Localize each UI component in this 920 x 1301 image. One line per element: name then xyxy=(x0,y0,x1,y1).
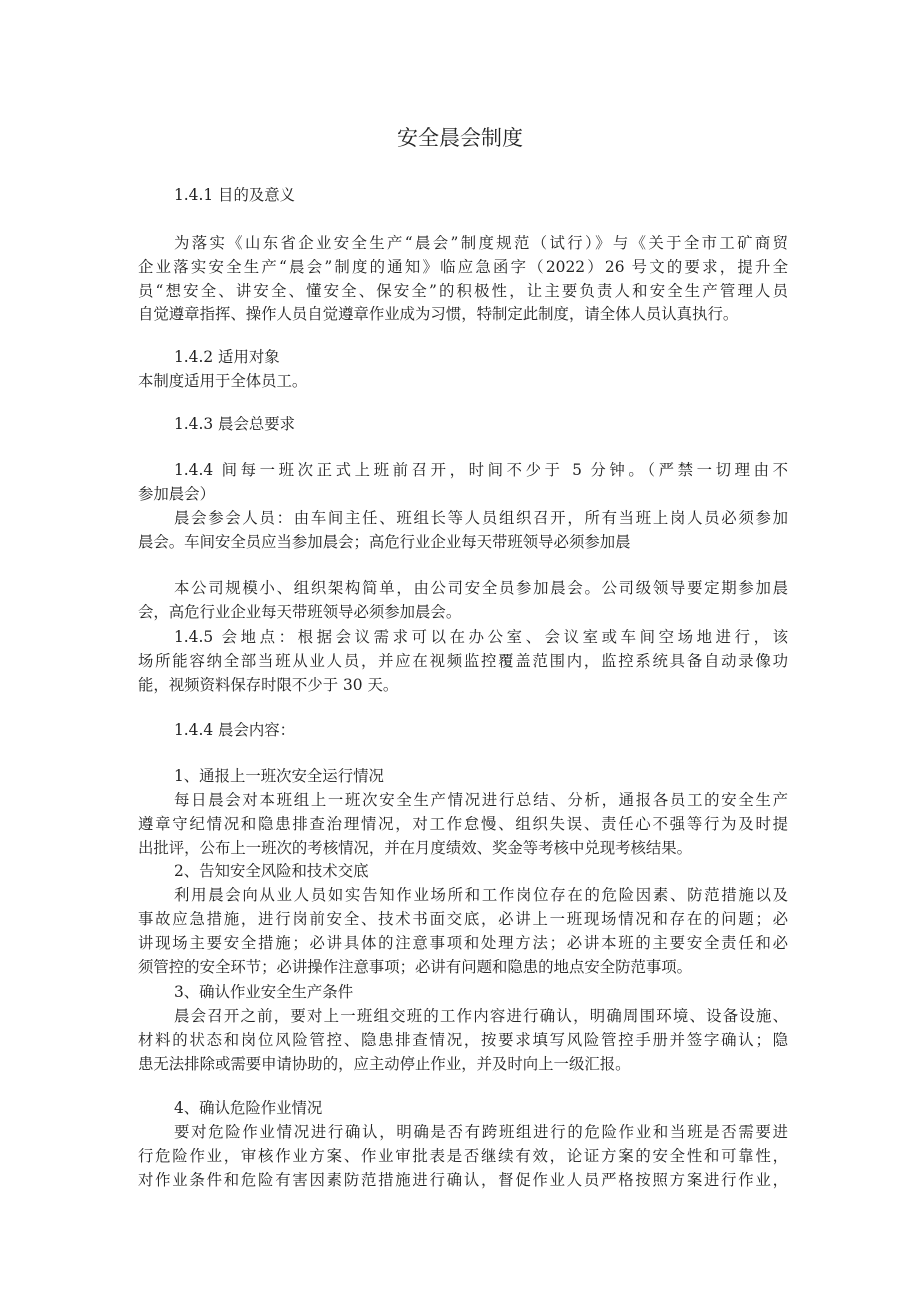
subsection-heading: 1、通报上一班次安全运行情况 xyxy=(174,767,384,785)
paragraph-line: 参加晨会） xyxy=(138,485,215,503)
paragraph-line: 讲现场主要安全措施；必讲具体的注意事项和处理方法；必讲本班的主要安全责任和必 xyxy=(138,934,788,952)
paragraph-line: 行危险作业，审核作业方案、作业审批表是否继续有效，论证方案的安全性和可靠性， xyxy=(138,1147,788,1165)
subsection-heading: 4、确认危险作业情况 xyxy=(174,1099,323,1117)
paragraph-line: 遵章守纪情况和隐患排查治理情况，对工作怠慢、组织失误、责任心不强等行为及时提 xyxy=(138,815,788,833)
paragraph-line: 本制度适用于全体员工。 xyxy=(138,372,308,390)
paragraph-line: 本公司规模小、组织架构简单，由公司安全员参加晨会。公司级领导要定期参加晨 xyxy=(174,579,788,597)
section-heading-1-4-3: 1.4.3 晨会总要求 xyxy=(174,415,296,433)
subsection-heading: 2、告知安全风险和技术交底 xyxy=(174,862,369,880)
document-title: 安全晨会制度 xyxy=(397,126,523,150)
paragraph-line: 要对危险作业情况进行确认，明确是否有跨班组进行的危险作业和当班是否需要进 xyxy=(174,1123,788,1141)
paragraph-line: 企业落实安全生产“晨会”制度的通知》临应急函字（2022）26 号文的要求，提升全 xyxy=(138,258,788,276)
paragraph-line: 出批评，公布上一班次的考核情况，并在月度绩效、奖金等考核中兑现考核结果。 xyxy=(138,839,693,857)
paragraph-line: 晨会参会人员：由车间主任、班组长等人员组织召开，所有当班上岗人员必须参加 xyxy=(174,509,788,527)
paragraph-line: 晨会。车间安全员应当参加晨会；高危行业企业每天带班领导必须参加晨 xyxy=(138,533,631,551)
paragraph-line: 利用晨会向从业人员如实告知作业场所和工作岗位存在的危险因素、防范措施以及 xyxy=(174,886,788,904)
paragraph-line: 对作业条件和危险有害因素防范措施进行确认，督促作业人员严格按照方案进行作业， xyxy=(138,1171,788,1189)
paragraph-line: 每日晨会对本班组上一班次安全生产情况进行总结、分析，通报各员工的安全生产 xyxy=(174,791,788,809)
paragraph-line: 须管控的安全环节；必讲操作注意事项；必讲有问题和隐患的地点安全防范事项。 xyxy=(138,958,693,976)
subsection-heading: 3、确认作业安全生产条件 xyxy=(174,983,354,1001)
section-heading-1-4-4: 1.4.4 晨会内容： xyxy=(174,721,296,739)
paragraph-line: 事故应急措施，进行岗前安全、技术书面交底，必讲上一班现场情况和存在的问题；必 xyxy=(138,910,788,928)
paragraph-line: 材料的状态和岗位风险管控、隐患排查情况，按要求填写风险管控手册并签字确认；隐 xyxy=(138,1031,788,1049)
paragraph-line: 为落实《山东省企业安全生产“晨会”制度规范（试行）》与《关于全市工矿商贸 xyxy=(174,234,788,252)
paragraph-line: 1.4.5 会地点：根据会议需求可以在办公室、会议室或车间空场地进行，该 xyxy=(174,628,788,646)
paragraph-line: 能，视频资料保存时限不少于 30 天。 xyxy=(138,676,399,694)
paragraph-line: 患无法排除或需要申请协助的，应主动停止作业，并及时向上一级汇报。 xyxy=(138,1055,631,1073)
paragraph-line: 场所能容纳全部当班从业人员，并应在视频监控覆盖范围内，监控系统具备自动录像功 xyxy=(138,652,788,670)
paragraph-line: 员“想安全、讲安全、懂安全、保安全”的积极性，让主要负责人和安全生产管理人员 xyxy=(138,282,788,300)
section-heading-1-4-1: 1.4.1 目的及意义 xyxy=(174,186,296,204)
paragraph-line: 会，高危行业企业每天带班领导必须参加晨会。 xyxy=(138,603,462,621)
paragraph-line: 自觉遵章指挥、操作人员自觉遵章作业成为习惯，特制定此制度，请全体人员认真执行。 xyxy=(138,305,739,323)
paragraph-line: 1.4.4 间每一班次正式上班前召开，时间不少于 5 分钟。（严禁一切理由不 xyxy=(174,461,788,479)
section-heading-1-4-2: 1.4.2 适用对象 xyxy=(174,348,280,366)
paragraph-line: 晨会召开之前，要对上一班组交班的工作内容进行确认，明确周围环境、设备设施、 xyxy=(174,1007,788,1025)
